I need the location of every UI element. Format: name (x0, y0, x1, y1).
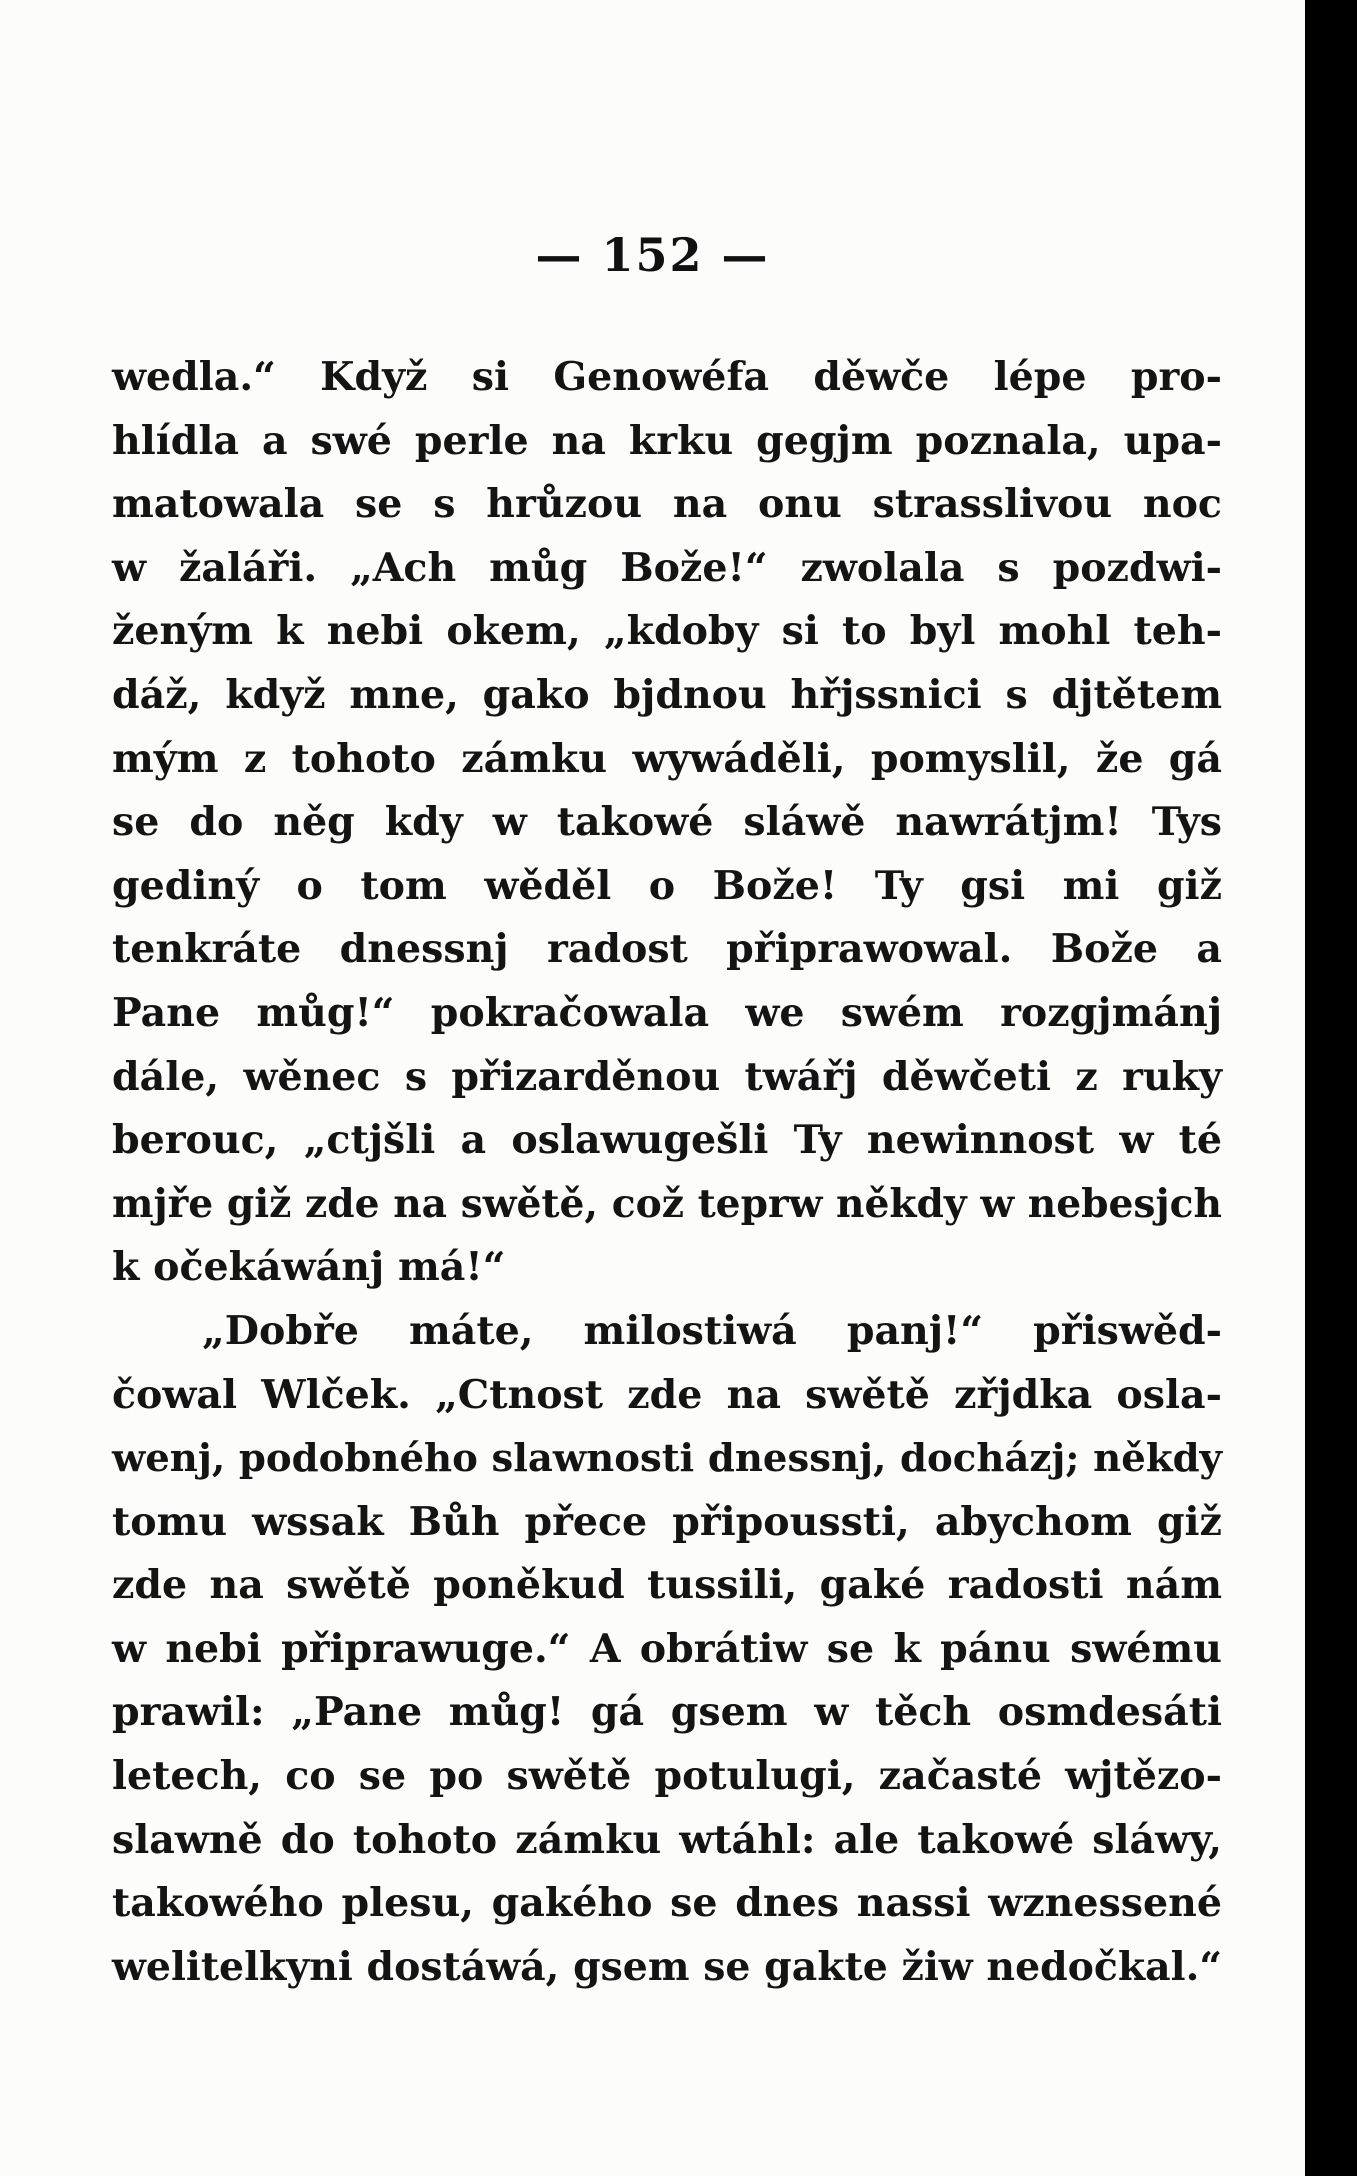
text-line: mým z tohoto zámku wywáděli, pomyslil, že gá (112, 735, 1222, 782)
text-line: tenkráte dnessnj radost připrawowal. Bože a (112, 926, 1222, 973)
text-line: se do něg kdy w takowé sláwě nawrátjm! Tys (112, 799, 1222, 846)
text-line: dále, wěnec s přizarděnou twářj děwčeti z ruky (112, 1053, 1222, 1100)
text-line: takowého plesu, gakého se dnes nassi wznessené (112, 1880, 1222, 1927)
text-line: berouc, „ctjšli a oslawugešli Ty newinnost w té (112, 1117, 1222, 1164)
text-line: čowal Wlček. „Ctnost zde na swětě zřjdka osla- (112, 1371, 1222, 1418)
body-text (112, 346, 1222, 1999)
text-line: mjře giž zde na swětě, což teprw někdy w nebesjch (112, 1180, 1222, 1227)
text-line: zde na swětě poněkud tussili, gaké radosti nám (112, 1562, 1222, 1609)
text-line: prawil: „Pane můg! gá gsem w těch osmdesáti (112, 1689, 1222, 1736)
text-line: dáž, když mne, gako bjdnou hřjssnici s djtětem (112, 671, 1222, 718)
text-line: k očekáwánj má!“ (112, 1244, 506, 1291)
text-line: „Dobře máte, milostiwá panj!“ přiswěd- (202, 1307, 1222, 1354)
text-line: gediný o tom wěděl o Bože! Ty gsi mi giž (112, 862, 1222, 909)
text-line: welitelkyni dostáwá, gsem se gakte žiw nedočkal.“ (112, 1943, 1222, 1990)
text-line: matowala se s hrůzou na onu strasslivou noc (112, 481, 1222, 528)
text-line: wedla.“ Když si Genowéfa děwče lépe pro- (112, 354, 1222, 400)
text-line: letech, co se po swětě potulugi, začasté wjtězo- (112, 1753, 1222, 1800)
page-number: — 152 — (535, 228, 770, 282)
text-line: w nebi připrawuge.“ A obrátiw se k pánu swému (112, 1625, 1222, 1672)
text-line: hlídla a swé perle na krku gegjm poznala, upa- (112, 417, 1222, 464)
scan-border (1305, 0, 1357, 2176)
text-line: ženým k nebi okem, „kdoby si to byl mohl teh- (112, 608, 1222, 655)
text-line: tomu wssak Bůh přece připoussti, abychom giž (112, 1498, 1222, 1545)
text-line: w žaláři. „Ach můg Bože!“ zwolala s pozdwi- (112, 544, 1222, 591)
text-line: wenj, podobného slawnosti dnessnj, docházj; někdy (112, 1436, 1222, 1482)
text-line: slawně do tohoto zámku wtáhl: ale takowé sláwy, (112, 1816, 1222, 1863)
text-line: Pane můg!“ pokračowala we swém rozgjmánj (112, 989, 1222, 1036)
